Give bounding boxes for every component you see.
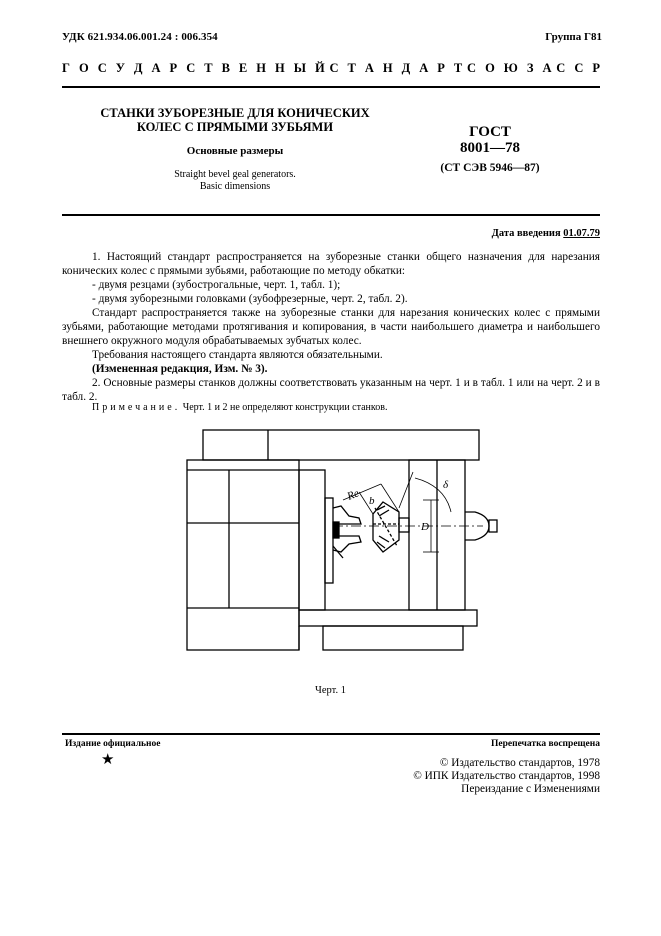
state-word-3: С С Р [556,61,600,75]
title-line-2: КОЛЕС С ПРЯМЫМИ ЗУБЬЯМИ [136,120,334,134]
label-re: Re [345,487,361,503]
date-value: 01.07.79 [563,228,600,239]
note-label: Примечание. [92,402,181,413]
cradle [299,470,325,610]
label-b: b [369,495,375,507]
udk-code: УДК 621.934.06.001.24 : 006.354 [62,31,218,43]
bullet-1: - двумя резцами (зубострогальные, черт. 1, табл. 1); [92,279,341,291]
state-word-1: С Т А Н Д А Р Т [329,61,463,75]
base-foot [323,626,463,650]
gost-number-block [400,124,580,156]
state-standard-heading [62,61,600,76]
figure-caption: Черт. 1 [315,685,346,696]
top-beam [203,430,479,460]
introduction-date [492,228,600,239]
copyright-1978: © Издательство стандартов, 1978 [439,757,600,769]
title-line-1: СТАНКИ ЗУБОРЕЗНЫЕ ДЛЯ КОНИЧЕСКИХ [100,106,370,120]
reprint-prohibited: Перепечатка воспрещена [490,739,600,749]
official-edition: Издание официальное [65,739,161,749]
label-d: D [421,521,429,533]
english-title [90,169,380,193]
state-word-2: С О Ю З А [467,61,552,75]
note [92,402,387,413]
paragraph-4: 2. Основные размеры станков должны соответствовать указанным на черт. 1 и в табл. 1 или на черт. 2 и в табл. 2. [62,377,600,403]
state-word-0: Г О С У Д А Р С Т В Е Н Н Ы Й [62,61,325,75]
copyright-block [413,757,600,796]
copyright-1998: © ИПК Издательство стандартов, 1998 [413,770,600,782]
gost-number: 8001—78 [460,140,520,156]
document-subtitle: Основные размеры [186,145,284,157]
paragraph-1: 1. Настоящий стандарт распространяется на зуборезные станки общего назначения для нарезания конических колес с прямыми зубьями, работающие по методу обкатки: [62,251,600,277]
star-icon: ★ [101,752,115,768]
note-text: Черт. 1 и 2 не определяют конструкции станков. [180,402,388,413]
paragraph-2: Стандарт распространяется также на зуборезные станки для нарезания конических колес с прямыми зубьями, работающие методами протягивания и копирования, в части наибольшего диаметра и наибольшего внешнего окружного модуля обрабатываемых зубчатых колес. [62,307,600,347]
middle-rule [62,214,600,216]
machine-drawing [183,428,503,673]
english-title-line-2: Basic dimensions [199,181,271,192]
left-housing [187,460,299,650]
reissue-note: Переиздание с Изменениями [461,783,600,795]
top-rule [62,86,600,88]
machine-base [299,610,477,626]
group-code: Группа Г81 [545,31,602,43]
gost-label: ГОСТ [469,124,511,140]
label-delta: δ [443,479,449,491]
st-sev-number: (СТ СЭВ 5946—87) [440,162,540,174]
document-body [62,250,600,404]
english-title-line-1: Straight bevel geal generators. [174,169,296,180]
upper-tool-holder [333,506,361,524]
amendment-note: (Измененная редакция, Изм. № 3). [92,363,268,375]
date-label: Дата введения [491,228,561,239]
bullet-2: - двумя зуборезными головками (зубофрезерные, черт. 2, табл. 2). [92,293,408,305]
bottom-rule [62,733,600,735]
state-standard-words [62,61,600,76]
paragraph-3: Требования настоящего стандарта являются обязательными. [92,349,383,361]
document-title [90,106,380,134]
